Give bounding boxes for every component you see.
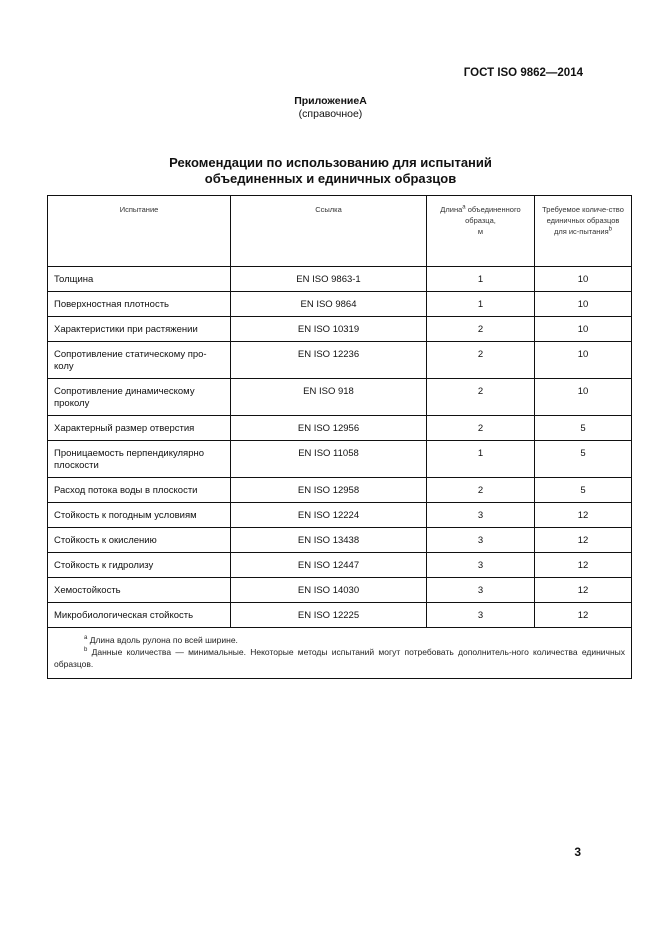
cell-length: 3 (427, 553, 535, 578)
cell-length: 2 (427, 379, 535, 416)
footnote-b (54, 646, 625, 670)
cell-length: 2 (427, 317, 535, 342)
cell-count: 10 (535, 267, 632, 292)
cell-test: Сопротивление динамическому проколу (48, 379, 231, 416)
cell-test: Сопротивление статическому про-колу (48, 342, 231, 379)
cell-reference: EN ISO 12958 (231, 478, 427, 503)
cell-length: 3 (427, 578, 535, 603)
cell-length: 2 (427, 416, 535, 441)
appendix-subtitle: (справочное) (298, 108, 363, 120)
cell-reference: EN ISO 918 (231, 379, 427, 416)
footnote-a-text: Длина вдоль рулона по всей ширине. (87, 635, 238, 645)
cell-test: Толщина (48, 267, 231, 292)
cell-reference: EN ISO 12225 (231, 603, 427, 628)
page-number: 3 (574, 845, 581, 859)
header-length-pre: Длина (440, 205, 463, 214)
table-title-line1: Рекомендации по использованию для испытаний (169, 155, 492, 170)
cell-reference: EN ISO 10319 (231, 317, 427, 342)
header-count (535, 196, 632, 267)
document-code: ГОСТ ISO 9862—2014 (463, 67, 583, 79)
table-row (48, 267, 632, 292)
cell-length: 1 (427, 441, 535, 478)
cell-count: 5 (535, 416, 632, 441)
table-row (48, 478, 632, 503)
table-row (48, 292, 632, 317)
cell-count: 10 (535, 342, 632, 379)
table-title-line2: объединенных и единичных образцов (204, 171, 457, 186)
cell-count: 10 (535, 379, 632, 416)
cell-reference: EN ISO 12224 (231, 503, 427, 528)
cell-count: 5 (535, 441, 632, 478)
footnote-a-mark: a (84, 635, 88, 642)
cell-reference: EN ISO 9863-1 (231, 267, 427, 292)
header-length-post: объединенного образца, (465, 205, 521, 225)
cell-test: Расход потока воды в плоскости (48, 478, 231, 503)
header-count-pre: Требуемое количе-ство единичных образцов для ис-пытания (542, 205, 624, 236)
footnote-a (54, 634, 625, 646)
table-row (48, 416, 632, 441)
footnote-b-text: Данные количества — минимальные. Некоторые методы испытаний могут потребовать дополнитель-ного количества единичных образцов. (54, 647, 625, 669)
cell-count: 12 (535, 503, 632, 528)
footnote-b-mark: b (84, 647, 88, 654)
table-row (48, 379, 632, 416)
table-row (48, 603, 632, 628)
cell-test: Хемостойкость (48, 578, 231, 603)
cell-length: 3 (427, 503, 535, 528)
cell-reference: EN ISO 12956 (231, 416, 427, 441)
cell-count: 12 (535, 603, 632, 628)
cell-length: 1 (427, 267, 535, 292)
cell-test: Поверхностная плотность (48, 292, 231, 317)
header-reference: Ссылка (231, 196, 427, 267)
cell-count: 12 (535, 528, 632, 553)
table-row (48, 528, 632, 553)
cell-length: 1 (427, 292, 535, 317)
cell-count: 10 (535, 317, 632, 342)
cell-test: Характеристики при растяжении (48, 317, 231, 342)
table-row (48, 578, 632, 603)
table-footnotes-row (48, 628, 632, 679)
cell-reference: EN ISO 13438 (231, 528, 427, 553)
cell-test: Проницаемость перпендикулярно плоскости (48, 441, 231, 478)
cell-count: 12 (535, 553, 632, 578)
cell-length: 3 (427, 528, 535, 553)
cell-test: Стойкость к окислению (48, 528, 231, 553)
table-row (48, 317, 632, 342)
cell-count: 5 (535, 478, 632, 503)
table-title (0, 155, 661, 187)
appendix-heading (0, 95, 661, 121)
cell-reference: EN ISO 14030 (231, 578, 427, 603)
appendix-title: ПриложениеА (294, 95, 367, 107)
cell-count: 10 (535, 292, 632, 317)
cell-reference: EN ISO 11058 (231, 441, 427, 478)
recommendations-table (47, 195, 632, 679)
cell-test: Характерный размер отверстия (48, 416, 231, 441)
cell-count: 12 (535, 578, 632, 603)
cell-reference: EN ISO 12236 (231, 342, 427, 379)
table-row (48, 441, 632, 478)
header-count-sup: b (608, 226, 613, 233)
table-row (48, 553, 632, 578)
header-length-sup: a (462, 204, 466, 211)
cell-length: 3 (427, 603, 535, 628)
table-row (48, 342, 632, 379)
cell-test: Микробиологическая стойкость (48, 603, 231, 628)
cell-length: 2 (427, 342, 535, 379)
cell-reference: EN ISO 12447 (231, 553, 427, 578)
cell-test: Стойкость к гидролизу (48, 553, 231, 578)
header-length (427, 196, 535, 267)
table-footnotes (48, 628, 632, 679)
header-test: Испытание (48, 196, 231, 267)
cell-reference: EN ISO 9864 (231, 292, 427, 317)
header-length-unit: м (477, 227, 484, 236)
table-row (48, 503, 632, 528)
cell-length: 2 (427, 478, 535, 503)
cell-test: Стойкость к погодным условиям (48, 503, 231, 528)
table-header-row (48, 196, 632, 267)
